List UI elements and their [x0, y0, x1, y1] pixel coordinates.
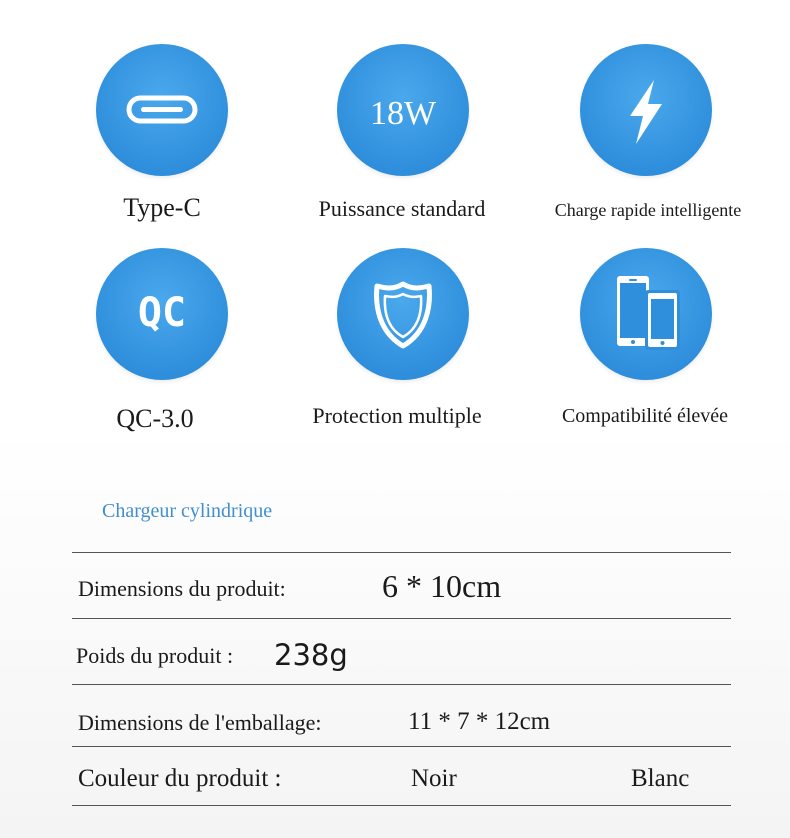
- spec-label-dimensions: Dimensions du produit:: [78, 576, 286, 601]
- spec-label-packaging: Dimensions de l'emballage:: [78, 710, 322, 735]
- feature-label-compat: Compatibilité élevée: [561, 405, 729, 427]
- qc-badge-text: QC: [137, 290, 187, 336]
- feature-label-charge-rapide: Charge rapide intelligente: [554, 200, 742, 220]
- table-divider: [72, 805, 731, 806]
- power-18w-icon: [337, 44, 469, 176]
- feature-qc-circle: [96, 248, 228, 380]
- spec-label-color: Couleur du produit :: [78, 765, 282, 792]
- spec-value-color-blanc: Blanc: [631, 765, 690, 792]
- smartphones-icon: [580, 248, 712, 380]
- feature-protection-circle: [337, 248, 469, 380]
- table-divider: [72, 684, 731, 685]
- table-divider: [72, 552, 731, 553]
- spec-value-packaging: 11 * 7 * 12cm: [408, 708, 551, 735]
- qc-icon: [96, 248, 228, 380]
- table-divider: [72, 746, 731, 747]
- feature-usb-c-circle: [96, 44, 228, 176]
- feature-compat-circle: [580, 248, 712, 380]
- feature-label-qc: QC-3.0: [116, 404, 194, 433]
- spec-value-weight: 238g: [274, 638, 348, 672]
- feature-fast-charge-circle: [580, 44, 712, 176]
- feature-label-type-c: Type-C: [123, 193, 201, 222]
- shield-icon: [337, 248, 469, 380]
- spec-label-weight: Poids du produit :: [76, 643, 234, 668]
- feature-label-protection: Protection multiple: [312, 403, 482, 428]
- feature-label-puissance: Puissance standard: [318, 196, 486, 221]
- spec-value-color-noir: Noir: [411, 765, 457, 792]
- specs-title: Chargeur cylindrique: [102, 500, 273, 522]
- table-divider: [72, 618, 731, 619]
- feature-power-circle: [337, 44, 469, 176]
- usb-c-port-icon: [96, 44, 228, 176]
- spec-value-dimensions: 6 * 10cm: [382, 568, 502, 604]
- power-badge-text: 18W: [369, 95, 437, 132]
- lightning-bolt-icon: [580, 44, 712, 176]
